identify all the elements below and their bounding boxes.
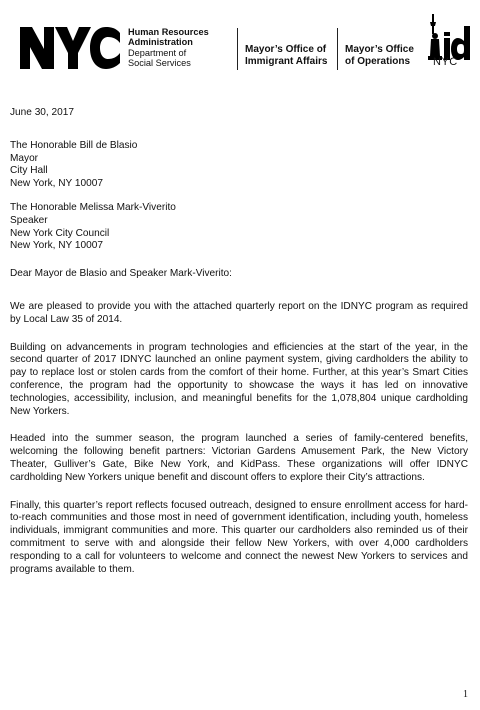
idnyc-logo-text: NYC (433, 56, 458, 68)
agency-line: Social Services (128, 57, 191, 68)
recipient-mayor (10, 140, 468, 191)
office-line: of Operations (345, 55, 411, 67)
recipient-speaker (10, 202, 468, 253)
paragraph: Finally, this quarter’s report reflects focused outreach, designed to ensure enrollment access for hard-to-reach communities and those most in need of government identification, including youth, homeless individuals, immigrant communities and more. This quarter our cardholders also reminded us of their commitment to serve with and alongside their fellow New Yorkers, with over 4,000 cardholders responding to a call for volunteers to welcome and connect the newest New Yorkers to services and programs available to them. (10, 499, 468, 575)
recipient-line: City Hall (10, 165, 48, 177)
nyc-logo (20, 27, 120, 69)
recipient-line: The Honorable Melissa Mark-Viverito (10, 201, 176, 213)
paragraph: We are pleased to provide you with the attached quarterly report on the IDNYC program as required by Local Law 35 of 2014. (10, 300, 468, 325)
recipient-line: The Honorable Bill de Blasio (10, 139, 138, 151)
letter-body (10, 107, 468, 576)
header-divider (237, 28, 238, 70)
page-number: 1 (463, 689, 468, 700)
recipient-line: New York, NY 10007 (10, 178, 103, 190)
office-line: Mayor’s Office (345, 44, 414, 55)
agency-line: Human Resources (128, 27, 209, 37)
office-immigrant-affairs (245, 44, 327, 67)
letterhead (0, 0, 480, 95)
recipient-line: New York, NY 10007 (10, 240, 103, 252)
agency-line: Department of (128, 47, 187, 58)
recipient-line: Mayor (10, 152, 39, 164)
recipient-line: Speaker (10, 214, 48, 226)
office-line: Immigrant Affairs (245, 55, 328, 67)
salutation: Dear Mayor de Blasio and Speaker Mark-Viverito: (10, 268, 232, 280)
office-operations (345, 44, 414, 67)
office-line: Mayor’s Office of (245, 44, 327, 55)
paragraph: Building on advancements in program technologies and efficiencies at the start of the year, in the second quarter of 2017 IDNYC launched an online payment system, giving cardholders the ability to pay to replace lost or stolen cards from the comfort of their home. Further, at this year’s Smart Cities conference, the program had the opportunity to showcase the ways it has led on innovative technologies, accessibility, inclusion, and meaningful benefits for the 1,078,804 unique cardholding New Yorkers. (10, 341, 468, 417)
agency-name (128, 27, 209, 68)
header-divider (337, 28, 338, 70)
recipient-line: New York City Council (10, 227, 110, 239)
agency-line: Administration (128, 37, 193, 48)
letter-date: June 30, 2017 (10, 107, 74, 118)
paragraph: Headed into the summer season, the program launched a series of family-centered benefits, welcoming the following benefit partners: Victorian Gardens Amusement Park, the New Victory Theater, Gulliver’s Gate, Bike New York, and KidPass. These organizations will offer IDNYC cardholding New Yorkers unique benefit and discount offers to explore their City’s attractions. (10, 433, 468, 483)
